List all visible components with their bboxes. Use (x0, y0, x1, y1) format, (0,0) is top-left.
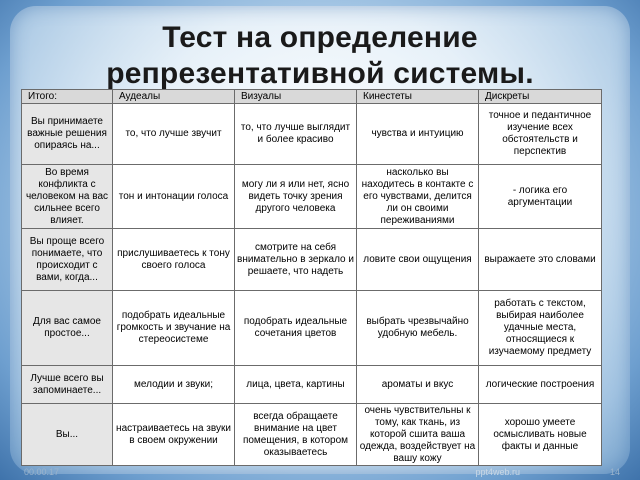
cell-auditory: прислушиваетесь к тону своего голоса (113, 229, 235, 291)
cell-visual: могу ли я или нет, ясно видеть точку зрения другого человека (235, 165, 357, 229)
row-question: Лучше всего вы запоминаете... (22, 366, 113, 404)
cell-visual: лица, цвета, картины (235, 366, 357, 404)
row-question: Вы принимаете важные решения опираясь на... (22, 104, 113, 165)
cell-kinesthetic: ароматы и вкус (357, 366, 479, 404)
cell-kinesthetic: очень чувствительны к тому, как ткань, из которой сшита ваша одежда, воздействует на вашу кожу (357, 404, 479, 466)
row-question: Для вас самое простое... (22, 291, 113, 366)
footer-site: ppt4web.ru (475, 467, 520, 477)
table-row (22, 104, 602, 165)
cell-digital: - логика его аргументации (479, 165, 602, 229)
slide-title (0, 20, 640, 92)
cell-auditory: подобрать идеальные громкость и звучание на стереосистеме (113, 291, 235, 366)
table-row (22, 229, 602, 291)
cell-auditory: мелодии и звуки; (113, 366, 235, 404)
row-question: Во время конфликта с человеком на вас сильнее всего влияет. (22, 165, 113, 229)
header-visual: Визуалы (235, 90, 357, 104)
cell-digital: работать с текстом, выбирая наиболее удачные места, относящиеся к изучаемому предмету (479, 291, 602, 366)
cell-digital: хорошо умеете осмысливать новые факты и данные (479, 404, 602, 466)
cell-digital: точное и педантичное изучение всех обстоятельств и перспектив (479, 104, 602, 165)
title-line-1: Тест на определение (162, 21, 478, 54)
cell-visual: подобрать идеальные сочетания цветов (235, 291, 357, 366)
header-digital: Дискреты (479, 90, 602, 104)
table-header-row (22, 90, 602, 104)
cell-visual: смотрите на себя внимательно в зеркало и решаете, что надеть (235, 229, 357, 291)
cell-kinesthetic: чувства и интуицию (357, 104, 479, 165)
table-row (22, 366, 602, 404)
cell-auditory: то, что лучше звучит (113, 104, 235, 165)
table-row (22, 165, 602, 229)
cell-digital: логические построения (479, 366, 602, 404)
cell-auditory: настраиваетесь на звуки в своем окружении (113, 404, 235, 466)
footer-page-number: 14 (609, 467, 620, 477)
footer-date: 00.00.17 (24, 467, 60, 477)
table-row (22, 404, 602, 466)
header-kinesthetic: Кинестеты (357, 90, 479, 104)
title-line-2: репрезентативной системы. (106, 57, 534, 90)
cell-kinesthetic: выбрать чрезвычайно удобную мебель. (357, 291, 479, 366)
cell-kinesthetic: ловите свои ощущения (357, 229, 479, 291)
header-auditory: Аудеалы (113, 90, 235, 104)
table-row (22, 291, 602, 366)
header-total: Итого: (22, 90, 113, 104)
representational-system-table (21, 89, 602, 466)
cell-kinesthetic: насколько вы находитесь в контакте с его чувствами, делится ли он своими переживаниями (357, 165, 479, 229)
row-question: Вы проще всего понимаете, что происходит с вами, когда... (22, 229, 113, 291)
cell-visual: всегда обращаете внимание на цвет помещения, в котором оказываетесь (235, 404, 357, 466)
row-question: Вы... (22, 404, 113, 466)
cell-digital: выражаете это словами (479, 229, 602, 291)
cell-auditory: тон и интонации голоса (113, 165, 235, 229)
cell-visual: то, что лучше выглядит и более красиво (235, 104, 357, 165)
